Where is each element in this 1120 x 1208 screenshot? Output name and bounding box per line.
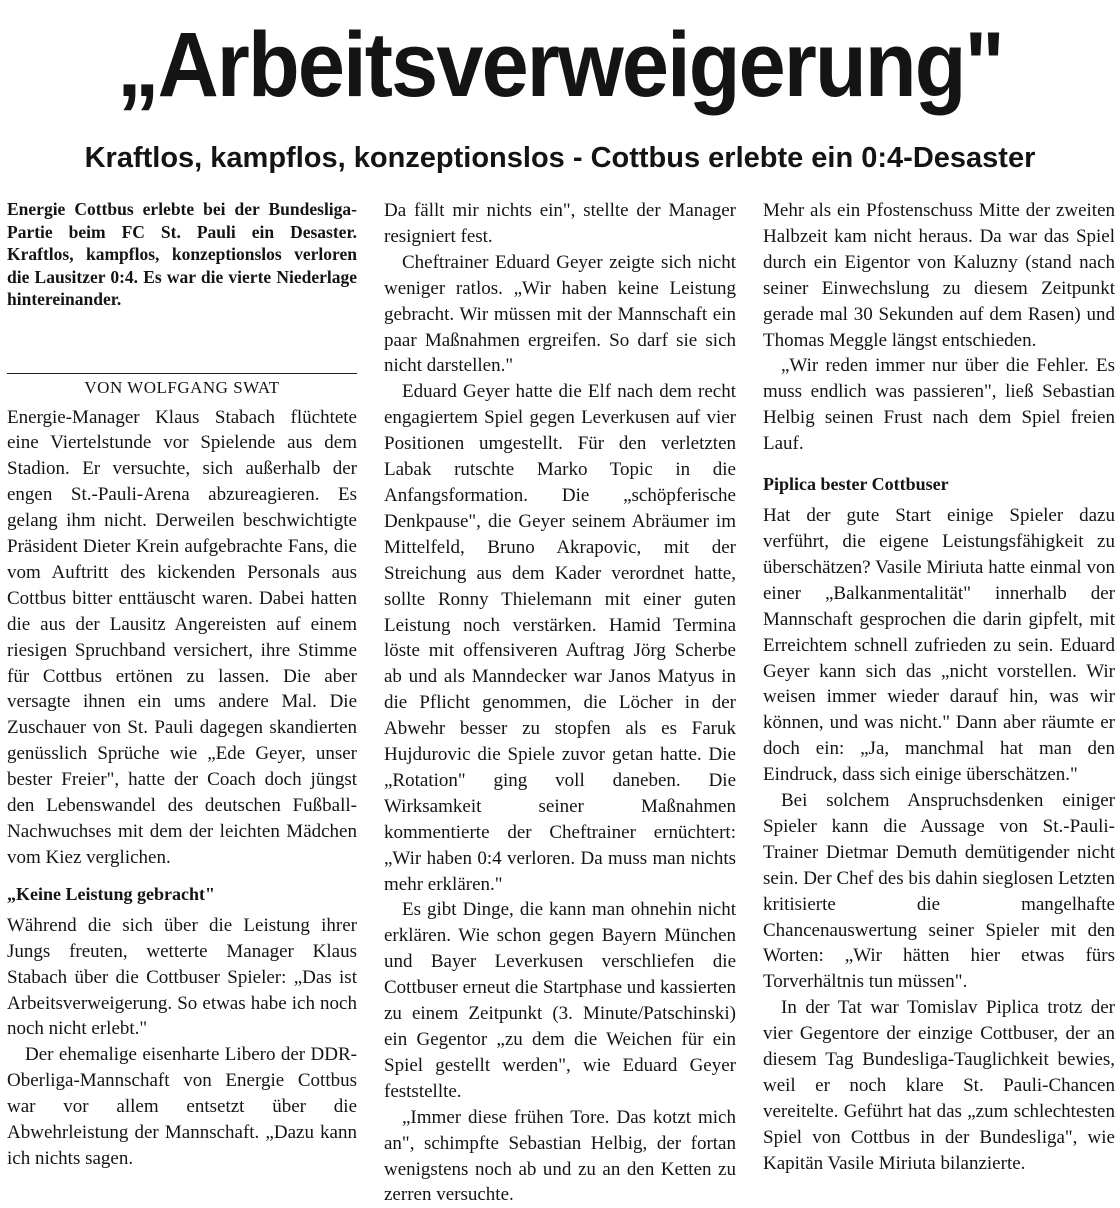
article-column-2 <box>384 198 736 1208</box>
body-paragraph: Hat der gute Start einige Spieler dazu verführt, die eigene Leistungsfähigkeit zu überschätzen? Vasile Miriuta hatte einmal von einer „Balkanmentalität" innerhalb der Mannschaft gesprochen die darin gipfelt, mit Erreichtem schnell zufrieden zu sein. Eduard Geyer kann sich das „nicht vorstellen. Wir weisen immer wieder darauf hin, was wir können, und was nicht." Dann aber räumte er doch ein: „Ja, manchmal hat man den Eindruck, dass sich einige überschätzen." <box>763 505 1115 786</box>
byline-rule <box>7 373 357 405</box>
body-paragraph: Mehr als ein Pfostenschuss Mitte der zweiten Halbzeit kam nicht heraus. Da war das Spiel durch ein Eigentor von Kaluzny (stand nach seiner Einwechslung zu diesem Zeitpunkt gerade mal 30 Sekunden auf dem Rasen) und Thomas Meggle längst entschieden. <box>763 200 1115 351</box>
body-paragraph: Energie-Manager Klaus Stabach flüchtete eine Viertelstunde vor Spielende aus dem Stadion. Er versuchte, sich außerhalb der engen St.-Pauli-Arena abzureagieren. Es gelang ihm nicht. Derweilen beschwichtigte Präsident Dieter Krein aufgebrachte Fans, die vom Auftritt des kickenden Personals aus Cottbus bitter enttäuscht waren. Dabei hatten die aus der Lausitz Angereisten auf einem riesigen Spruchband versichert, ihre Stimme für Cottbus ertönen zu lassen. Die aber versagte ihnen ein ums andere Mal. Die Zuschauer von St. Pauli dagegen skandierten genüsslich Sprüche wie „Ede Geyer, unser bester Freier", hatte der Coach doch jüngst den Lebenswandel des deutschen Fußball-Nachwuchses mit dem der leichten Mädchen vom Kiez verglichen. <box>7 406 357 868</box>
body-paragraph: „Immer diese frühen Tore. Das kotzt mich an", schimpfte Sebastian Helbig, der fortan wenigstens noch ab und zu an den Ketten zu zerren versuchte. <box>384 1106 736 1206</box>
lead-paragraph: Energie Cottbus erlebte bei der Bundesliga-Partie beim FC St. Pauli ein Desaster. Kraftlos, kampflos, konzeptionslos verloren die Lausitzer 0:4. Es war die vierte Niederlage hintereinander. <box>7 199 357 309</box>
article-column-1 <box>7 198 357 1172</box>
headline: „Arbeitsverweigerung" <box>117 14 1003 116</box>
byline: VON WOLFGANG SWAT <box>84 377 280 397</box>
body-paragraph: Eduard Geyer hatte die Elf nach dem recht engagiertem Spiel gegen Leverkusen auf vier Positionen umgestellt. Für den verletzten Labak rutschte Marko Topic in die Anfangsformation. Die „schöpferische Denkpause", die Geyer seinem Abräumer im Mittelfeld, Bruno Akrapovic, mit der Streichung aus dem Kader verordnet hatte, sollte Ronny Thielemann mit einer guten Leistung noch verstärken. Hamid Termina löste mit offensiveren Auftrag Jörg Scherbe ab und als Manndecker war Janos Matyus in die Pflicht genommen, die Löcher in der Abwehr besser zu stopfen als es Faruk Hujdurovic die Spiele zuvor getan hatte. Die „Rotation" ging voll daneben. Die Wirksamkeit seiner Maßnahmen kommentierte der Cheftrainer ernüchtert: „Wir haben 0:4 verloren. Da muss man nichts mehr erklären." <box>384 381 736 895</box>
body-paragraph: Da fällt mir nichts ein", stellte der Manager resigniert fest. <box>384 200 736 247</box>
article-column-3 <box>763 198 1115 1177</box>
subheading-keine-leistung: „Keine Leistung gebracht" <box>7 883 215 904</box>
body-paragraph: In der Tat war Tomislav Piplica trotz der vier Gegentore der einzige Cottbuser, der an diesem Tag Bundesliga-Tauglichkeit bewies, weil er noch klare St. Pauli-Chancen vereitelte. Geführt hat das „zum schlechtesten Spiel von Cottbus in der Bundesliga", wie Kapitän Vasile Miriuta bilanzierte. <box>763 997 1115 1174</box>
subheadline: Kraftlos, kampflos, konzeptionslos - Cottbus erlebte ein 0:4-Desaster <box>84 142 1036 174</box>
subheading-piplica: Piplica bester Cottbuser <box>763 474 949 495</box>
body-paragraph: „Wir reden immer nur über die Fehler. Es muss endlich was passieren", ließ Sebastian Helbig seinen Frust nach dem Spiel freien Lauf. <box>763 355 1115 455</box>
body-paragraph: Bei solchem Anspruchsdenken einiger Spieler kann die Aussage von St.-Pauli-Trainer Dietmar Demuth demütigender nicht sein. Der Chef des bis dahin sieglosen Letzten kritisierte die mangelhafte Chancenauswertung seiner Spieler mit den Worten: „Wir hätten hier etwas fürs Torverhältnis tun müssen". <box>763 790 1115 993</box>
body-paragraph: Es gibt Dinge, die kann man ohnehin nicht erklären. Wie schon gegen Bayern München und Bayer Leverkusen verschliefen die Cottbuser erneut die Startphase und kassierten zu einem Zeitpunkt (3. Minute/Patschinski) ein Gegentor „zu dem die Weichen für ein Spiel gestellt werden", wie Eduard Geyer feststellte. <box>384 899 736 1102</box>
body-paragraph: Cheftrainer Eduard Geyer zeigte sich nicht weniger ratlos. „Wir haben keine Leistung gebracht. Wir müssen mit der Mannschaft ein paar Maßnahmen ergreifen. So darf sie sich nicht darstellen." <box>384 251 736 377</box>
body-paragraph: Während die sich über die Leistung ihrer Jungs freuten, wetterte Manager Klaus Stabach über die Cottbuser Spieler: „Das ist Arbeitsverweigerung. So etwas habe ich noch noch nicht erlebt." <box>7 914 357 1040</box>
body-paragraph: Der ehemalige eisenharte Libero der DDR-Oberliga-Mannschaft von Energie Cottbus war vor allem entsetzt über die Abwehrleistung der Mannschaft. „Dazu kann ich nichts sagen. <box>7 1044 357 1169</box>
